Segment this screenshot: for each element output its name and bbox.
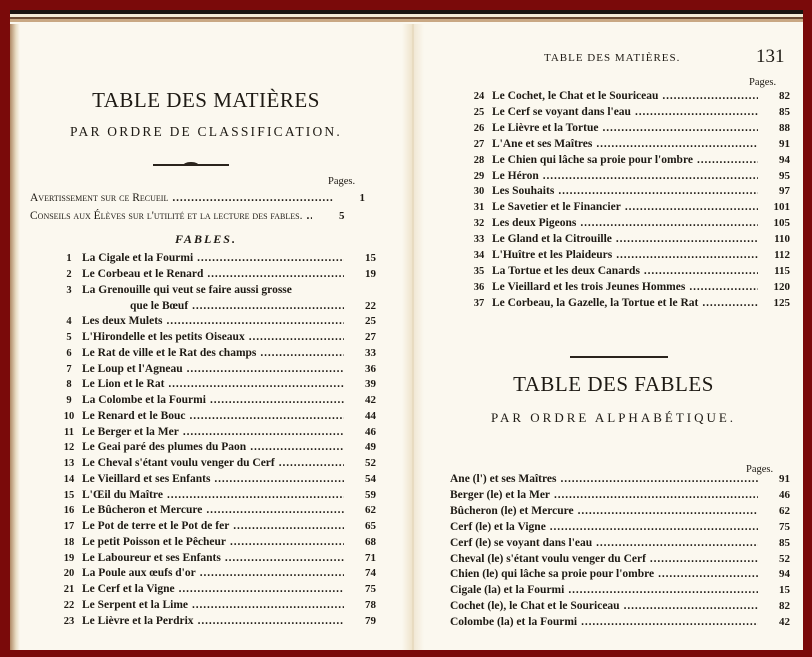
alpha-row: [450, 536, 790, 550]
entry-title: Le Vieillard et les trois Jeunes Hommes: [492, 280, 686, 293]
dot-leader: [580, 216, 758, 230]
toc-row: [466, 280, 790, 295]
dot-leader: [616, 248, 758, 262]
entry-title: Le Chien qui lâche sa proie pour l'ombre: [492, 153, 693, 166]
entry-page: 105: [773, 217, 790, 230]
alpha-table-title: TABLE DES FABLES: [513, 372, 714, 396]
toc-row: [466, 105, 790, 120]
entry-title: L'Hirondelle et les petits Oiseaux: [82, 331, 245, 343]
entry-page: 85: [779, 105, 790, 118]
toc-row: [56, 440, 376, 455]
entry-page: 15: [779, 584, 790, 597]
dot-leader: [179, 582, 344, 596]
toc-row: [466, 137, 790, 152]
entry-title: Le petit Poisson et le Pêcheur: [82, 535, 227, 548]
entry-page: 36: [365, 362, 376, 375]
dot-leader: [550, 520, 758, 534]
entry-title: Le Laboureur et ses Enfants: [82, 551, 221, 564]
entry-page: 97: [779, 185, 790, 198]
toc-row: [56, 566, 376, 581]
entry-number: 30: [473, 186, 485, 198]
dot-leader: [644, 264, 758, 278]
entry-title: Le Bûcheron et Mercure: [82, 504, 203, 517]
entry-page: 110: [774, 233, 790, 246]
entry-number: 29: [473, 170, 485, 182]
entry-number: 21: [63, 584, 75, 595]
entry-page: 79: [365, 614, 376, 627]
book-spread: [10, 10, 803, 650]
entry-page: 62: [365, 504, 376, 517]
dot-leader: [250, 440, 344, 454]
toc-row: [466, 216, 790, 231]
toc-row: [56, 362, 376, 377]
entry-title: Le Loup et l'Agneau: [82, 362, 183, 375]
entry-title: Le Cerf et la Vigne: [82, 583, 175, 595]
entry-page: 39: [365, 378, 376, 391]
entry-page: 42: [779, 616, 790, 629]
dot-leader: [249, 330, 344, 344]
dot-leader: [230, 535, 344, 549]
section-heading: FABLES.: [175, 232, 237, 246]
toc-row: [56, 582, 376, 597]
entry-title: Ane (l') et ses Maîtres: [450, 473, 557, 485]
dot-leader: [206, 503, 344, 517]
entry-number: 32: [473, 218, 485, 230]
dot-leader: [689, 280, 758, 294]
ornament-divider: [153, 164, 229, 166]
dot-leader: [187, 362, 344, 376]
entry-page: 85: [779, 536, 790, 549]
entry-page: 101: [773, 201, 790, 214]
toc-row: [466, 153, 790, 168]
entry-title: Avertissement sur ce Recueil: [30, 192, 169, 204]
entry-title: Cerf (le) et la Vigne: [450, 520, 546, 533]
pages-column-label: Pages.: [746, 464, 774, 475]
entry-page: 46: [779, 488, 790, 501]
entry-number: 35: [473, 265, 485, 277]
entry-title: Le Corbeau et le Renard: [82, 267, 204, 280]
entry-number: 36: [473, 281, 485, 293]
entry-title: Chien (le) qui lâche sa proie pour l'ombre: [450, 568, 655, 581]
dot-leader: [260, 346, 344, 360]
toc-row: [56, 283, 376, 298]
toc-row: [466, 169, 790, 184]
entry-number: 14: [63, 473, 75, 485]
entry-page: 75: [779, 520, 790, 533]
entry-title: Cochet (le), le Chat et le Souriceau: [450, 600, 620, 613]
dot-leader: [625, 200, 758, 214]
book-gutter: [402, 24, 424, 650]
entry-number: 31: [473, 202, 485, 214]
entry-page: 1: [359, 192, 365, 204]
entry-number: 1: [66, 253, 72, 264]
toc-row: [56, 330, 376, 345]
entry-number: 5: [66, 332, 72, 343]
entry-page: 49: [365, 441, 376, 454]
dot-leader: [192, 299, 344, 313]
dot-leader: [697, 153, 758, 167]
dot-leader: [558, 184, 758, 198]
entry-page: 88: [779, 121, 790, 134]
entry-page: 82: [779, 90, 790, 102]
entry-title: Cheval (le) s'étant voulu venger du Cerf: [450, 552, 646, 565]
entry-page: 65: [365, 520, 376, 532]
dot-leader: [543, 169, 758, 183]
entry-number: 3: [66, 284, 72, 296]
toc-row: [56, 535, 376, 550]
toc-row: [56, 614, 376, 629]
entry-title: Conseils aux Élèves sur l'utilité et la lecture des fables.: [30, 210, 303, 222]
dot-leader: [189, 409, 344, 423]
entry-page: 15: [365, 252, 376, 264]
toc-row: [56, 267, 376, 282]
entry-page: 46: [365, 425, 376, 438]
entry-title: Le Berger et la Mer: [82, 425, 179, 438]
toc-row: [56, 425, 376, 440]
entry-page: 52: [779, 552, 790, 565]
entry-page: 59: [365, 488, 376, 501]
page-number: 131: [756, 46, 785, 67]
entry-number: 10: [63, 410, 75, 422]
entry-title: Le Lièvre et la Perdrix: [82, 614, 194, 627]
dot-leader: [168, 377, 344, 391]
toc-row: [56, 551, 376, 566]
entry-title: Le Lièvre et la Tortue: [492, 121, 599, 134]
entry-page: 120: [773, 280, 790, 293]
dot-leader: [279, 456, 344, 470]
dot-leader: [650, 552, 758, 566]
entry-title: Bûcheron (le) et Mercure: [450, 504, 574, 517]
entry-title: Le Cheval s'étant voulu venger du Cerf: [82, 457, 275, 469]
entry-title: La Tortue et les deux Canards: [492, 264, 640, 277]
entry-page: 25: [365, 315, 376, 328]
entry-number: 13: [63, 458, 75, 469]
entry-number: 7: [66, 363, 72, 375]
entry-page: 42: [365, 394, 376, 406]
entry-number: 17: [63, 521, 75, 532]
entry-title: Les Souhaits: [492, 185, 555, 198]
entry-number: 11: [64, 426, 74, 438]
alpha-row: [450, 583, 790, 597]
entry-title: Le Cerf se voyant dans l'eau: [492, 105, 631, 118]
entry-number: 8: [66, 379, 72, 391]
entry-title: Berger (le) et la Mer: [450, 488, 551, 501]
entry-number: 9: [66, 395, 72, 406]
toc-intro-row: [30, 191, 365, 205]
entry-title: L'Huître et les Plaideurs: [492, 249, 613, 261]
toc-row: [56, 393, 376, 408]
dot-leader: [225, 551, 344, 565]
entry-number: 27: [473, 138, 485, 150]
dot-leader: [167, 488, 344, 502]
entry-page: 62: [779, 504, 790, 517]
entry-title: que le Bœuf: [130, 299, 189, 312]
toc-row: [466, 296, 790, 311]
entry-number: 18: [63, 536, 75, 548]
entry-title: Le Corbeau, la Gazelle, la Tortue et le Rat: [492, 296, 699, 309]
entry-title: L'Œil du Maître: [82, 488, 163, 501]
toc-row: [56, 456, 376, 471]
toc-row: [56, 251, 376, 266]
alpha-row: [450, 504, 790, 518]
toc-row: [466, 184, 790, 199]
dot-leader: [197, 251, 344, 265]
toc-row: [466, 232, 790, 247]
entry-title: La Grenouille qui veut se faire aussi grosse: [82, 283, 292, 296]
dot-leader: [306, 209, 312, 223]
toc-row: [466, 121, 790, 136]
alpha-row: [450, 567, 790, 581]
dot-leader: [624, 599, 758, 613]
toc-row: [466, 264, 790, 279]
entry-number: 22: [63, 599, 75, 611]
dot-leader: [596, 536, 758, 550]
alpha-row: [450, 599, 790, 613]
entry-number: 15: [63, 489, 75, 501]
entry-page: 91: [779, 137, 790, 150]
entry-title: Le Gland et la Citrouille: [492, 233, 612, 246]
alpha-row: [450, 552, 790, 566]
dot-leader: [233, 519, 344, 533]
entry-number: 37: [473, 297, 485, 309]
entry-number: 19: [63, 552, 75, 564]
alpha-row: [450, 520, 790, 534]
entry-page: 27: [365, 331, 376, 343]
entry-number: 25: [473, 106, 485, 118]
alpha-row: [450, 488, 790, 502]
entry-title: Le Cochet, le Chat et le Souriceau: [492, 90, 659, 102]
dot-leader: [662, 89, 758, 103]
entry-page: 22: [365, 299, 376, 312]
dot-leader: [702, 296, 758, 310]
entry-page: 94: [779, 153, 790, 166]
toc-row: [56, 377, 376, 392]
entry-title: Cerf (le) se voyant dans l'eau: [450, 536, 593, 549]
entry-page: 115: [774, 264, 790, 277]
toc-row: [466, 89, 790, 104]
entry-page: 91: [779, 473, 790, 485]
entry-number: 24: [473, 91, 485, 102]
entry-page: 95: [779, 169, 790, 182]
dot-leader: [554, 488, 758, 502]
alpha-row: [450, 615, 790, 629]
toc-row: [56, 598, 376, 613]
toc-row-continuation: [130, 299, 376, 313]
dot-leader: [214, 472, 344, 486]
dot-leader: [172, 191, 333, 205]
entry-number: 12: [63, 442, 75, 454]
entry-title: Les deux Mulets: [82, 315, 163, 328]
dot-leader: [192, 598, 344, 612]
toc-row: [466, 200, 790, 215]
pages-column-label: Pages.: [749, 77, 777, 88]
entry-title: Le Lion et le Rat: [82, 378, 165, 391]
entry-title: Le Héron: [492, 169, 539, 182]
entry-title: Le Renard et le Bouc: [82, 409, 186, 422]
dot-leader: [207, 267, 344, 281]
entry-page: 5: [338, 210, 345, 222]
entry-title: Le Savetier et le Financier: [492, 201, 621, 214]
dot-leader: [167, 314, 345, 328]
entry-title: Le Pot de terre et le Pot de fer: [82, 520, 230, 532]
left-page: [10, 10, 402, 650]
dot-leader: [200, 566, 344, 580]
entry-number: 33: [473, 234, 485, 246]
toc-intro-row: [30, 209, 365, 223]
entry-page: 54: [365, 472, 376, 485]
entry-page: 52: [365, 457, 376, 469]
dot-leader: [578, 504, 758, 518]
toc-row: [56, 519, 376, 534]
entry-page: 125: [773, 296, 790, 309]
entry-page: 75: [365, 583, 376, 595]
toc-row: [466, 248, 790, 263]
entry-page: 112: [774, 249, 790, 261]
dot-leader: [581, 615, 758, 629]
dot-leader: [616, 232, 758, 246]
entry-page: 33: [365, 346, 376, 359]
dot-leader: [210, 393, 344, 407]
entry-number: 23: [63, 615, 75, 627]
entry-number: 26: [473, 122, 485, 134]
toc-row: [56, 503, 376, 518]
entry-number: 20: [63, 568, 75, 580]
divider-rule: [570, 356, 668, 358]
dot-leader: [658, 567, 758, 581]
entry-page: 94: [779, 568, 790, 581]
pages-column-label: Pages.: [328, 176, 356, 187]
entry-title: Le Vieillard et ses Enfants: [82, 472, 211, 485]
entry-number: 4: [66, 316, 72, 328]
entry-page: 78: [365, 598, 376, 611]
entry-title: Cigale (la) et la Fourmi: [450, 584, 565, 597]
entry-number: 34: [473, 250, 485, 261]
dot-leader: [568, 583, 758, 597]
dot-leader: [635, 105, 758, 119]
alpha-table-subtitle: PAR ORDRE ALPHABÉTIQUE.: [490, 410, 737, 425]
toc-row: [56, 346, 376, 361]
entry-number: 6: [66, 347, 72, 359]
entry-number: 28: [473, 154, 485, 166]
dot-leader: [183, 425, 344, 439]
entry-page: 44: [365, 409, 376, 422]
entry-title: La Cigale et la Fourmi: [82, 252, 194, 264]
entry-title: Colombe (la) et la Fourmi: [450, 616, 578, 629]
running-head: TABLE DES MATIÈRES.: [544, 52, 681, 64]
dot-leader: [560, 472, 758, 486]
dot-leader: [596, 137, 758, 151]
entry-title: Le Serpent et la Lime: [82, 598, 189, 611]
entry-title: La Poule aux œufs d'or: [82, 567, 196, 580]
entry-title: Les deux Pigeons: [492, 217, 577, 230]
entry-title: L'Ane et ses Maîtres: [492, 137, 593, 150]
entry-page: 68: [365, 535, 376, 548]
toc-row: [56, 314, 376, 329]
entry-number: 16: [63, 505, 75, 517]
entry-title: La Colombe et la Fourmi: [82, 394, 206, 406]
alpha-row: [450, 472, 790, 486]
dot-leader: [602, 121, 758, 135]
toc-row: [56, 472, 376, 487]
entry-number: 2: [66, 268, 72, 280]
toc-row: [56, 409, 376, 424]
entry-title: Le Rat de ville et le Rat des champs: [82, 346, 257, 359]
right-page: [424, 10, 803, 650]
page-title: TABLE DES MATIÈRES: [92, 88, 320, 112]
toc-row: [56, 488, 376, 503]
entry-title: Le Geai paré des plumes du Paon: [82, 441, 247, 454]
entry-page: 71: [365, 551, 376, 564]
dot-leader: [198, 614, 344, 628]
entry-page: 19: [365, 267, 376, 280]
entry-page: 74: [365, 567, 376, 580]
entry-page: 82: [779, 600, 790, 613]
page-subtitle: PAR ORDRE DE CLASSIFICATION.: [70, 124, 342, 139]
